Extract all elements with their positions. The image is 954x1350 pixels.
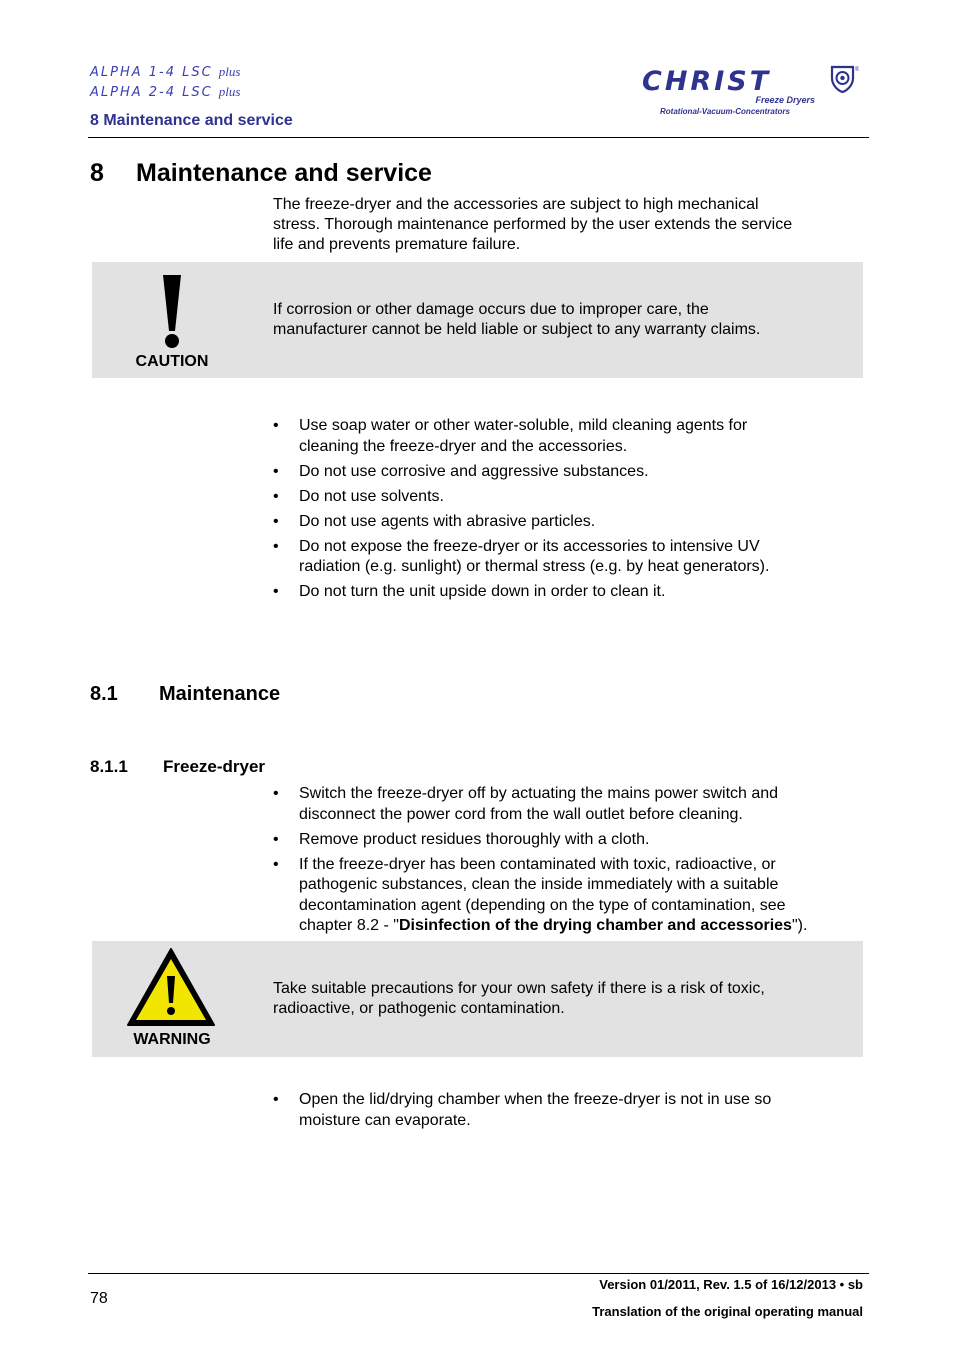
warning-text — [273, 979, 843, 1019]
list-item — [273, 784, 863, 825]
header-chapter-title: 8 Maintenance and service — [90, 112, 293, 129]
subsubsection-heading — [90, 757, 265, 777]
bullet: • — [273, 583, 279, 600]
caution-notice — [92, 262, 863, 378]
bullet: • — [273, 537, 279, 555]
caution-label: CAUTION — [135, 353, 209, 370]
list-item-line: disconnect the power cord from the wall outlet before cleaning. — [299, 805, 743, 823]
registered-mark: ® — [855, 67, 859, 73]
list-item-line: pathogenic substances, clean the inside immediately with a suitable — [299, 876, 779, 893]
final-instructions-list — [273, 1090, 863, 1136]
footer-version: Version 01/2011, Rev. 1.5 of 16/12/2013 • sb — [599, 1277, 863, 1292]
list-item-line: Do not use agents with abrasive particles. — [299, 512, 596, 530]
logo-subtitle-freeze-dryers: Freeze Dryers — [755, 95, 815, 105]
list-item — [273, 487, 863, 508]
model-name: ALPHA 2-4 LSC — [90, 85, 213, 100]
cleaning-instructions-list — [273, 416, 863, 607]
chapter-reference: Disinfection of the drying chamber and accessories — [398, 917, 792, 934]
model-line — [90, 64, 240, 84]
warning-triangle-icon — [125, 946, 217, 1028]
subsection-number: 8.1 — [90, 683, 118, 705]
reference-prefix: chapter 8.2 - " — [299, 917, 399, 934]
list-item — [273, 1090, 863, 1131]
page-number: 78 — [90, 1290, 108, 1307]
bullet: • — [273, 487, 279, 505]
list-item-line: Remove product residues thoroughly with a cloth. — [299, 830, 650, 848]
logo-subtitle-rvc: Rotational-Vacuum-Concentrators — [660, 107, 790, 116]
list-item-line: Switch the freeze-dryer off by actuating the mains power switch and — [299, 785, 779, 802]
bullet: • — [273, 1091, 279, 1108]
model-line — [90, 84, 240, 104]
caution-text — [273, 300, 843, 340]
subsubsection-number: 8.1.1 — [90, 757, 128, 776]
list-item — [273, 830, 863, 851]
freeze-dryer-list — [273, 784, 863, 941]
footer-translation-note: Translation of the original operating manual — [592, 1304, 863, 1319]
list-item-line: moisture can evaporate. — [299, 1111, 471, 1129]
header-divider — [88, 137, 869, 138]
warning-line: Take suitable precautions for your own safety if there is a risk of toxic, — [273, 980, 765, 997]
list-item-line: radiation (e.g. sunlight) or thermal stress (e.g. by heat generators). — [299, 558, 770, 575]
list-item-line: decontamination agent (depending on the type of contamination, see — [299, 896, 786, 914]
logo-emblem-icon — [829, 64, 859, 94]
intro-line: life and prevents premature failure. — [273, 236, 521, 253]
reference-suffix: "). — [791, 917, 808, 934]
subsection-heading — [90, 683, 280, 706]
intro-paragraph — [273, 195, 792, 255]
list-item-line: Do not expose the freeze-dryer or its accessories to intensive UV — [299, 537, 760, 555]
list-item-line: Open the lid/drying chamber when the freeze-dryer is not in use so — [299, 1091, 772, 1108]
caution-line: If corrosion or other damage occurs due to improper care, the — [273, 301, 709, 318]
model-suffix: plus — [218, 64, 241, 79]
list-item-line: If the freeze-dryer has been contaminated with toxic, radioactive, or — [299, 855, 776, 873]
list-item-line-reference — [299, 916, 863, 937]
list-item — [273, 462, 863, 483]
exclamation-icon — [127, 268, 217, 352]
christ-logo — [642, 64, 867, 118]
section-number: 8 — [90, 159, 104, 187]
list-item-line: Do not use solvents. — [299, 487, 444, 505]
footer-divider — [88, 1273, 869, 1274]
list-item — [273, 582, 863, 603]
list-item — [273, 512, 863, 533]
model-suffix: plus — [218, 84, 241, 99]
bullet: • — [273, 830, 279, 848]
caution-icon-column — [92, 262, 252, 378]
list-item-line: Do not use corrosive and aggressive substances. — [299, 462, 649, 480]
subsection-title: Maintenance — [159, 683, 281, 705]
bullet: • — [273, 462, 279, 480]
header-models — [90, 64, 240, 104]
list-item — [273, 855, 863, 937]
warning-notice — [92, 941, 863, 1057]
warning-label: WARNING — [133, 1031, 211, 1048]
section-heading — [90, 159, 432, 188]
intro-line: The freeze-dryer and the accessories are subject to high mechanical — [273, 196, 759, 213]
intro-line: stress. Thorough maintenance performed by the user extends the service — [273, 216, 793, 233]
bullet: • — [273, 855, 279, 873]
logo-wordmark: CHRIST — [642, 66, 772, 97]
list-item — [273, 416, 863, 457]
list-item — [273, 537, 863, 578]
list-item-line: Do not turn the unit upside down in order to clean it. — [299, 583, 666, 600]
list-item-line: cleaning the freeze-dryer and the accessories. — [299, 437, 628, 455]
warning-line: radioactive, or pathogenic contamination. — [273, 1000, 565, 1017]
section-title: Maintenance and service — [136, 159, 432, 187]
bullet: • — [273, 417, 279, 434]
bullet: • — [273, 512, 279, 530]
subsubsection-title: Freeze-dryer — [163, 757, 266, 776]
caution-line: manufacturer cannot be held liable or subject to any warranty claims. — [273, 321, 761, 338]
model-name: ALPHA 1-4 LSC — [90, 65, 213, 80]
list-item-line: Use soap water or other water-soluble, mild cleaning agents for — [299, 417, 748, 434]
warning-icon-column — [92, 941, 252, 1057]
bullet: • — [273, 785, 279, 802]
